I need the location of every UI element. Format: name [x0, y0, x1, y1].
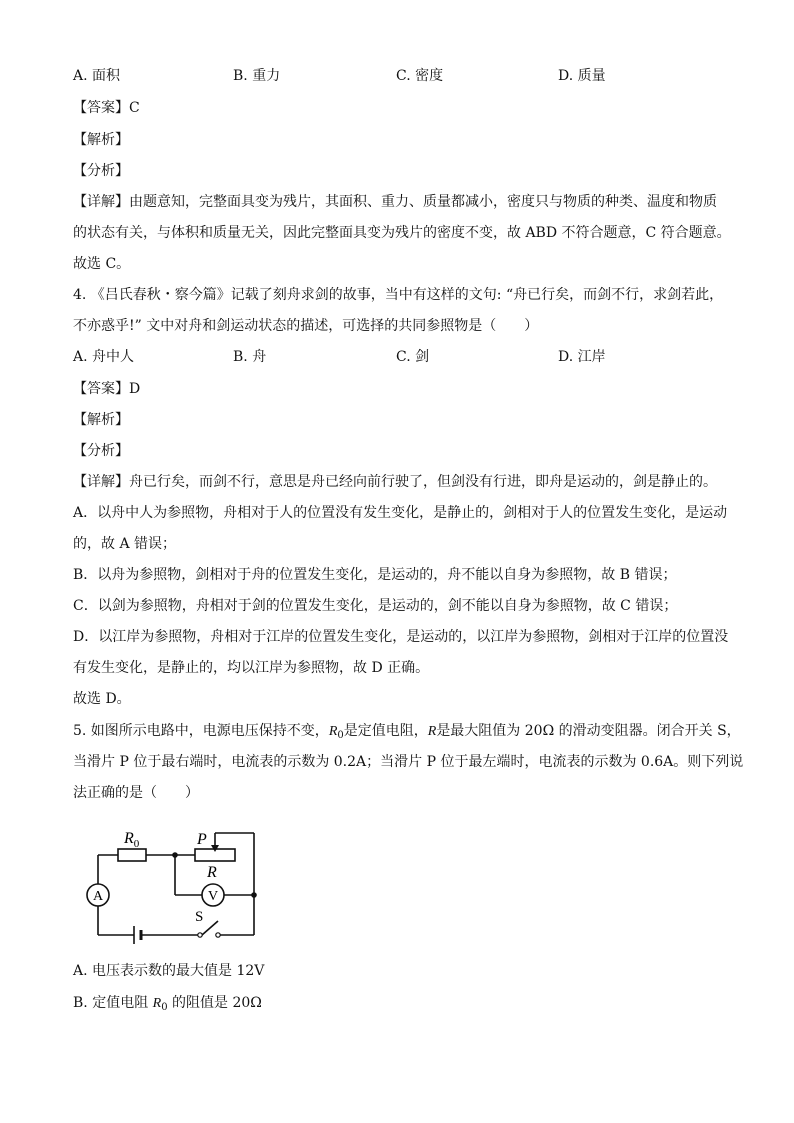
q4-option-a: A. 舟中人 — [73, 349, 135, 365]
label-s: S — [195, 909, 204, 925]
switch-contact-left — [198, 933, 202, 937]
q4-explain-c: C．以剑为参照物，舟相对于剑的位置发生变化，是运动的，剑不能以自身为参照物，故 C 错误； — [73, 598, 678, 614]
q3-option-d: D. 质量 — [558, 68, 606, 84]
label-r0: $R_0$ — [124, 830, 140, 850]
label-v: V — [207, 889, 219, 904]
q5-option-b: B. 定值电阻 $R_0$ 的阻值是 20Ω — [73, 995, 262, 1013]
switch-contact-right — [216, 933, 220, 937]
q4-option-c: C. 剑 — [396, 349, 430, 365]
q4-jiexi: 【解析】 — [73, 412, 129, 428]
q3-detail-line2: 的状态有关，与体积和质量无关，因此完整面具变为残片的密度不变，故 ABD 不符合题意，C 符合题意。 — [73, 225, 731, 241]
q5-stem-line3: 法正确的是（ ） — [73, 785, 199, 801]
q3-fenxi: 【分析】 — [73, 163, 129, 179]
q3-jiexi: 【解析】 — [73, 132, 129, 148]
q4-answer: 【答案】D — [73, 381, 141, 397]
q4-option-d: D. 江岸 — [558, 349, 606, 365]
q4-option-b: B. 舟 — [233, 349, 267, 365]
q3-detail-line1: 【详解】由题意知，完整面具变为残片，其面积、重力、质量都减小，密度只与物质的种类、温度和物质 — [73, 194, 717, 210]
q4-explain-d-line2: 有发生变化，是静止的，均以江岸为参照物，故 D 正确。 — [73, 660, 430, 676]
q4-explain-a-line1: A．以舟中人为参照物，舟相对于人的位置没有发生变化，是静止的，剑相对于人的位置发生变化，是运动 — [73, 505, 728, 521]
q5-stem-line1: 5. 如图所示电路中，电源电压保持不变，$R_0$是定值电阻，R是最大阻值为 20Ω 的滑动变阻器。闭合开关 S， — [73, 723, 741, 741]
label-p: P — [197, 831, 207, 848]
resistor-r0 — [118, 849, 146, 861]
label-a: A — [92, 889, 104, 904]
q5-stem-line2: 当滑片 P 位于最右端时，电流表的示数为 0.2A；当滑片 P 位于最左端时，电流表的示数为 0.6A。则下列说 — [73, 754, 744, 770]
q4-explain-d-line1: D．以江岸为参照物，舟相对于江岸的位置发生变化，是运动的，以江岸为参照物，剑相对于江岸的位置没 — [73, 629, 729, 645]
q4-stem-line1: 4. 《吕氏春秋・察今篇》记载了刻舟求剑的故事，当中有这样的文句: “舟已行矣，而剑不行，求剑若此， — [73, 287, 724, 303]
q4-stem-line2: 不亦惑乎!” 文中对舟和剑运动状态的描述，可选择的共同参照物是（ ） — [73, 318, 539, 334]
label-r: R — [207, 864, 217, 881]
q4-choose: 故选 D。 — [73, 691, 131, 707]
junction-node-top — [172, 852, 178, 858]
junction-node-right — [251, 892, 257, 898]
q3-option-a: A. 面积 — [73, 68, 121, 84]
q3-choose: 故选 C。 — [73, 256, 131, 272]
q5-option-a: A. 电压表示数的最大值是 12V — [73, 963, 265, 979]
q3-option-b: B. 重力 — [233, 68, 281, 84]
q4-explain-b: B．以舟为参照物，剑相对于舟的位置发生变化，是运动的，舟不能以自身为参照物，故 B 错误； — [73, 567, 677, 583]
q4-explain-a-line2: 的，故 A 错误； — [73, 536, 177, 552]
q3-option-c: C. 密度 — [396, 68, 444, 84]
q4-fenxi: 【分析】 — [73, 443, 129, 459]
switch-blade — [202, 921, 218, 935]
circuit-diagram — [80, 825, 280, 950]
q3-answer: 【答案】C — [73, 100, 140, 116]
q4-detail: 【详解】舟已行矣，而剑不行，意思是舟已经向前行驶了，但剑没有行进，即舟是运动的，剑是静止的。 — [73, 474, 717, 490]
